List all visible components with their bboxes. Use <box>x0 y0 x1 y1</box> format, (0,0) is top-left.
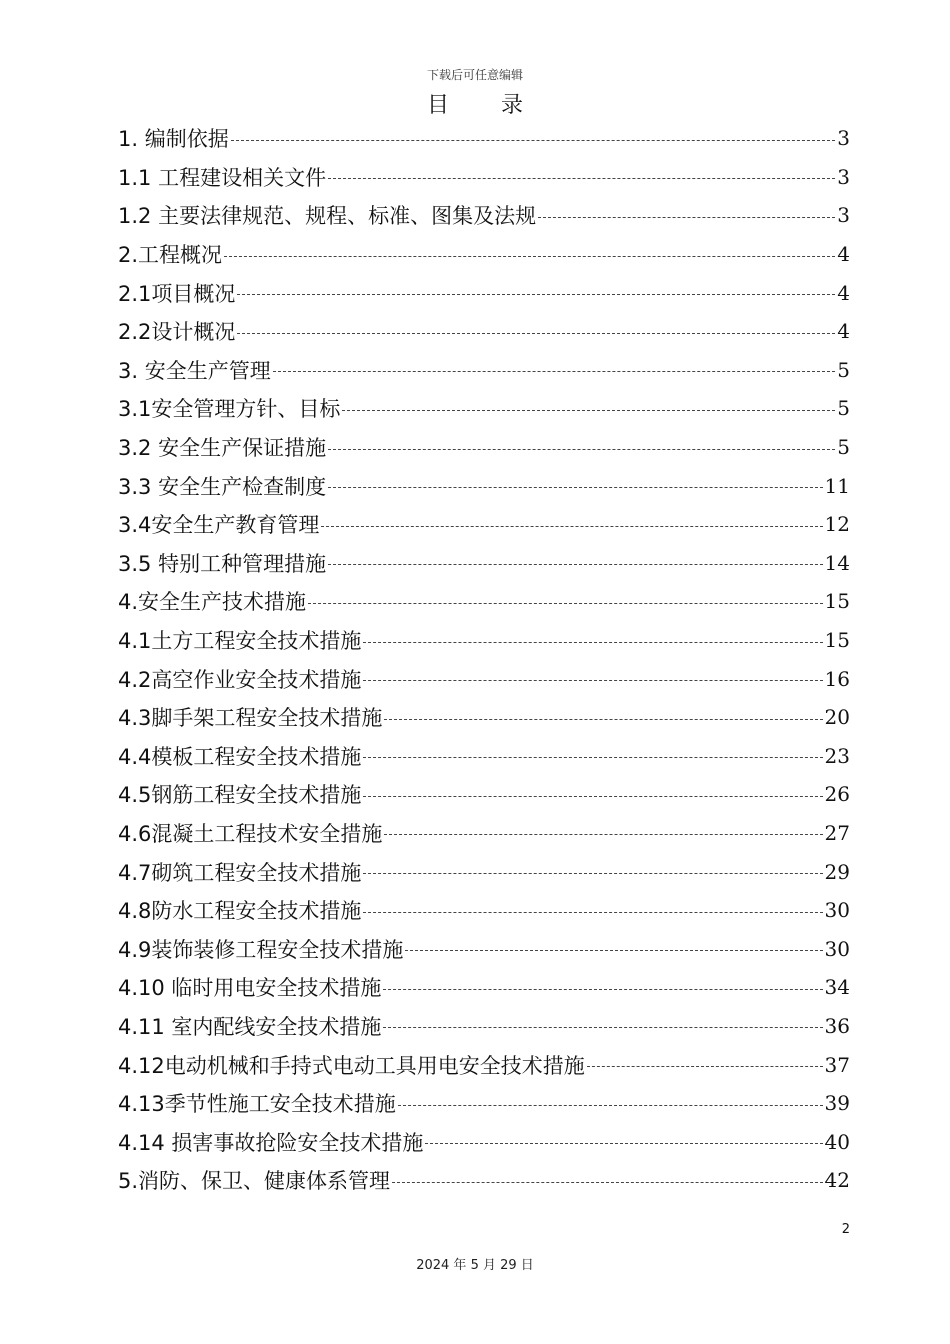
toc-entry-page: 30 <box>824 898 850 923</box>
toc-entry[interactable] <box>118 505 850 544</box>
toc-entry-label: 3. 安全生产管理 <box>118 358 271 383</box>
toc-entry-page: 14 <box>824 550 850 575</box>
toc-entry-label: 2.2设计概况 <box>118 320 236 345</box>
toc-entry-label: 4.4模板工程安全技术措施 <box>118 744 362 769</box>
toc-entry[interactable] <box>118 737 850 776</box>
toc-entry[interactable] <box>118 1007 850 1046</box>
toc-entry[interactable] <box>118 466 850 505</box>
toc-entry-page: 34 <box>824 975 850 1000</box>
toc-entry-label: 1.2 主要法律规范、规程、标准、图集及法规 <box>118 204 537 229</box>
toc-dotted-leader <box>384 719 822 720</box>
toc-entry[interactable] <box>118 698 850 737</box>
footer-date: 2024 年 5 月 29 日 <box>416 1258 534 1273</box>
toc-entry-label: 4.10 临时用电安全技术措施 <box>118 976 382 1001</box>
toc-entry-label: 4.8防水工程安全技术措施 <box>118 899 362 924</box>
toc-entry[interactable] <box>118 389 850 428</box>
toc-entry-page: 5 <box>837 435 850 460</box>
toc-dotted-leader <box>392 1182 823 1183</box>
toc-entry-page: 42 <box>824 1168 850 1193</box>
toc-title <box>0 88 950 119</box>
toc-dotted-leader <box>363 796 822 797</box>
toc-entry[interactable] <box>118 775 850 814</box>
toc-dotted-leader <box>538 217 835 218</box>
toc-entry-label: 4.6混凝土工程技术安全措施 <box>118 821 383 846</box>
toc-entry-page: 5 <box>837 396 850 421</box>
toc-entry-page: 27 <box>824 820 850 845</box>
toc-entry[interactable] <box>118 428 850 467</box>
toc-dotted-leader <box>384 834 822 835</box>
toc-entry[interactable] <box>118 158 850 197</box>
toc-entry-page: 26 <box>824 782 850 807</box>
toc-title-char-1: 目 <box>426 93 449 118</box>
toc-entry[interactable] <box>118 891 850 930</box>
toc-entry[interactable] <box>118 1084 850 1123</box>
toc-dotted-leader <box>273 371 836 372</box>
toc-entry-page: 29 <box>824 859 850 884</box>
toc-entry-label: 1. 编制依据 <box>118 127 229 152</box>
toc-entry-page: 40 <box>824 1129 850 1154</box>
toc-dotted-leader <box>363 642 822 643</box>
toc-entry-page: 16 <box>824 666 850 691</box>
toc-title-char-2: 录 <box>501 93 524 118</box>
toc-dotted-leader <box>328 564 822 565</box>
header-note: 下载后可任意编辑 <box>426 68 523 82</box>
toc-entry[interactable] <box>118 235 850 274</box>
toc-entry-page: 5 <box>837 357 850 382</box>
toc-entry[interactable] <box>118 1122 850 1161</box>
page-number: 2 <box>841 1222 850 1237</box>
toc-dotted-leader <box>342 410 835 411</box>
toc-entry[interactable] <box>118 852 850 891</box>
toc-entry-label: 4.13季节性施工安全技术措施 <box>118 1092 396 1117</box>
toc-entry-page: 4 <box>837 280 850 305</box>
toc-entry[interactable] <box>118 968 850 1007</box>
toc-entry-label: 4.2高空作业安全技术措施 <box>118 667 362 692</box>
toc-dotted-leader <box>587 1066 823 1067</box>
toc-dotted-leader <box>363 873 822 874</box>
toc-entry-label: 3.4安全生产教育管理 <box>118 513 320 538</box>
toc-entry[interactable] <box>118 544 850 583</box>
toc-entry[interactable] <box>118 582 850 621</box>
toc-dotted-leader <box>383 1027 822 1028</box>
toc-entry-page: 15 <box>824 628 850 653</box>
toc-dotted-leader <box>328 178 835 179</box>
toc-entry-label: 2.工程概况 <box>118 243 223 268</box>
toc-entry-page: 11 <box>824 473 850 498</box>
toc-entry-label: 4.14 损害事故抢险安全技术措施 <box>118 1130 424 1155</box>
toc-entry-page: 4 <box>837 319 850 344</box>
toc-entry-page: 37 <box>824 1052 850 1077</box>
toc-entry-page: 3 <box>837 203 850 228</box>
toc-dotted-leader <box>425 1143 822 1144</box>
toc-entry-label: 4.安全生产技术措施 <box>118 590 307 615</box>
toc-entry-page: 36 <box>824 1013 850 1038</box>
toc-entry[interactable] <box>118 621 850 660</box>
toc-dotted-leader <box>237 294 835 295</box>
toc-entry-page: 12 <box>824 512 850 537</box>
toc-entry-label: 4.5钢筋工程安全技术措施 <box>118 783 362 808</box>
toc-entry-label: 1.1 工程建设相关文件 <box>118 165 327 190</box>
toc-entry-page: 30 <box>824 936 850 961</box>
toc-dotted-leader <box>363 680 822 681</box>
toc-entry-label: 4.7砌筑工程安全技术措施 <box>118 860 362 885</box>
toc-dotted-leader <box>398 1105 823 1106</box>
toc-dotted-leader <box>405 950 822 951</box>
toc-dotted-leader <box>363 757 822 758</box>
toc-list <box>118 119 850 1200</box>
toc-dotted-leader <box>321 526 822 527</box>
toc-entry-label: 3.1安全管理方针、目标 <box>118 397 341 422</box>
toc-entry-page: 3 <box>837 126 850 151</box>
toc-dotted-leader <box>328 487 822 488</box>
toc-entry[interactable] <box>118 119 850 158</box>
toc-entry[interactable] <box>118 929 850 968</box>
toc-entry-label: 4.12电动机械和手持式电动工具用电安全技术措施 <box>118 1053 585 1078</box>
toc-entry-label: 3.5 特别工种管理措施 <box>118 551 327 576</box>
toc-dotted-leader <box>237 333 835 334</box>
toc-entry-label: 4.9装饰装修工程安全技术措施 <box>118 937 404 962</box>
toc-entry[interactable] <box>118 273 850 312</box>
toc-entry-page: 15 <box>824 589 850 614</box>
toc-dotted-leader <box>224 256 835 257</box>
toc-entry-page: 3 <box>837 164 850 189</box>
toc-entry[interactable] <box>118 196 850 235</box>
toc-entry-page: 39 <box>824 1091 850 1116</box>
toc-entry[interactable] <box>118 659 850 698</box>
toc-entry-label: 4.3脚手架工程安全技术措施 <box>118 706 383 731</box>
toc-entry-page: 23 <box>824 743 850 768</box>
toc-entry[interactable] <box>118 351 850 390</box>
toc-entry-label: 4.11 室内配线安全技术措施 <box>118 1014 382 1039</box>
toc-entry-label: 2.1项目概况 <box>118 281 236 306</box>
toc-entry-label: 4.1土方工程安全技术措施 <box>118 629 362 654</box>
toc-dotted-leader <box>231 140 836 141</box>
toc-entry[interactable] <box>118 312 850 351</box>
toc-dotted-leader <box>383 989 822 990</box>
toc-entry-page: 4 <box>837 242 850 267</box>
toc-dotted-leader <box>328 449 835 450</box>
toc-entry[interactable] <box>118 1161 850 1200</box>
toc-entry-label: 3.2 安全生产保证措施 <box>118 436 327 461</box>
toc-dotted-leader <box>308 603 823 604</box>
toc-entry[interactable] <box>118 814 850 853</box>
toc-entry-label: 5.消防、保卫、健康体系管理 <box>118 1169 391 1194</box>
toc-entry[interactable] <box>118 1045 850 1084</box>
toc-dotted-leader <box>363 912 822 913</box>
toc-entry-label: 3.3 安全生产检查制度 <box>118 474 327 499</box>
toc-entry-page: 20 <box>824 705 850 730</box>
